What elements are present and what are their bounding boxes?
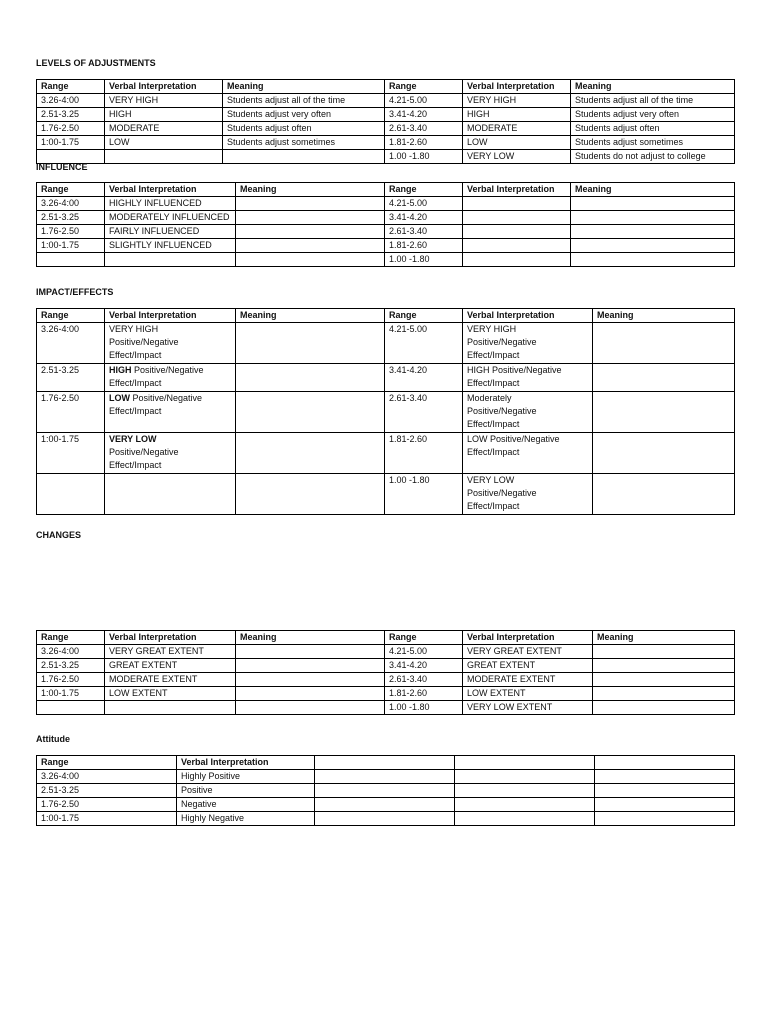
table-cell: LOW: [105, 136, 223, 150]
table-cell: HIGHLY INFLUENCED: [105, 197, 236, 211]
table-cell: 1.81-2.60: [385, 687, 463, 701]
table-cell: LOW: [463, 136, 571, 150]
table-cell: 2.51-3.25: [37, 108, 105, 122]
table-cell: VERY LOW EXTENT: [463, 701, 593, 715]
table-row: [37, 239, 735, 253]
column-header: Range: [37, 309, 105, 323]
cell-text: 2.51-3.25: [41, 365, 80, 375]
table-cell: FAIRLY INFLUENCED: [105, 225, 236, 239]
table-cell: 3.41-4.20: [385, 211, 463, 225]
section-title-changes: CHANGES: [36, 530, 82, 540]
bold-label: VERY LOW: [109, 434, 157, 444]
table-cell: [315, 784, 455, 798]
table-cell: [37, 323, 105, 364]
table-cell: [593, 323, 735, 364]
table-header-row: [37, 80, 735, 94]
table-cell: 1:00-1.75: [37, 812, 177, 826]
table-cell: Students do not adjust to college: [571, 150, 735, 164]
table-cell: [455, 798, 595, 812]
table-header-row: [37, 183, 735, 197]
table-cell: [37, 433, 105, 474]
table-cell: [105, 364, 236, 392]
table-cell: [595, 812, 735, 826]
table-cell: [463, 239, 571, 253]
table-cell: Students adjust all of the time: [571, 94, 735, 108]
table-cell: 2.61-3.40: [385, 225, 463, 239]
table-cell: [463, 474, 593, 515]
adjustments-table: [36, 79, 735, 164]
table-cell: [236, 659, 385, 673]
column-header: Range: [37, 80, 105, 94]
column-header: Range: [385, 183, 463, 197]
table-cell: 4.21-5.00: [385, 645, 463, 659]
table-cell: Students adjust very often: [571, 108, 735, 122]
table-cell: 1:00-1.75: [37, 687, 105, 701]
table-cell: [463, 197, 571, 211]
column-header: Meaning: [593, 631, 735, 645]
table-cell: VERY GREAT EXTENT: [463, 645, 593, 659]
table-cell: [236, 211, 385, 225]
column-header: Meaning: [223, 80, 385, 94]
table-cell: [315, 770, 455, 784]
table-cell: [571, 239, 735, 253]
table-cell: [595, 770, 735, 784]
table-cell: Students adjust sometimes: [223, 136, 385, 150]
table-cell: 1.76-2.50: [37, 673, 105, 687]
table-cell: [37, 474, 105, 515]
table-cell: [571, 253, 735, 267]
table-cell: MODERATELY INFLUENCED: [105, 211, 236, 225]
cell-text: 1:00-1.75: [41, 434, 80, 444]
column-header: Range: [385, 631, 463, 645]
table-cell: 2.51-3.25: [37, 659, 105, 673]
column-header: Verbal Interpretation: [463, 80, 571, 94]
table-row: [37, 211, 735, 225]
column-header: Verbal Interpretation: [177, 756, 315, 770]
table-row: [37, 225, 735, 239]
table-cell: [236, 645, 385, 659]
cell-text: Positive/Negative Effect/Impact: [109, 447, 179, 470]
section-title-influence: INFLUENCE: [36, 162, 88, 172]
table-row: [37, 433, 735, 474]
table-cell: Students adjust all of the time: [223, 94, 385, 108]
cell-text: Moderately Positive/Negative Effect/Impact: [467, 393, 537, 429]
table-cell: [455, 784, 595, 798]
bold-label: LOW: [109, 393, 130, 403]
table-cell: [593, 701, 735, 715]
cell-text: VERY HIGH Positive/Negative Effect/Impact: [467, 324, 537, 360]
table-row: [37, 673, 735, 687]
cell-text: 1.00 -1.80: [389, 475, 430, 485]
column-header: Meaning: [571, 80, 735, 94]
table-cell: LOW EXTENT: [463, 687, 593, 701]
table-cell: 2.51-3.25: [37, 211, 105, 225]
table-cell: 3.26-4:00: [37, 197, 105, 211]
table-cell: [593, 474, 735, 515]
table-cell: [593, 433, 735, 474]
table-row: [37, 812, 735, 826]
table-row: [37, 108, 735, 122]
column-header: Meaning: [236, 631, 385, 645]
table-cell: [236, 364, 385, 392]
table-cell: MODERATE: [463, 122, 571, 136]
table-row: [37, 323, 735, 364]
cell-text: 3.41-4.20: [389, 365, 428, 375]
table-cell: Students adjust often: [223, 122, 385, 136]
table-cell: [455, 770, 595, 784]
table-cell: 2.61-3.40: [385, 673, 463, 687]
table-cell: [236, 433, 385, 474]
table-cell: 1:00-1.75: [37, 136, 105, 150]
table-cell: [593, 364, 735, 392]
cell-text: 3.26-4:00: [41, 324, 80, 334]
table-cell: Highly Positive: [177, 770, 315, 784]
cell-text: Positive/Negative Effect/Impact: [109, 365, 204, 388]
table-cell: [385, 364, 463, 392]
column-header: Range: [385, 80, 463, 94]
cell-text: Positive/Negative Effect/Impact: [109, 393, 203, 416]
table-cell: GREAT EXTENT: [105, 659, 236, 673]
table-cell: 1.00 -1.80: [385, 253, 463, 267]
table-cell: MODERATE EXTENT: [463, 673, 593, 687]
table-cell: [105, 474, 236, 515]
table-cell: [236, 197, 385, 211]
table-cell: 1.81-2.60: [385, 136, 463, 150]
column-header: Verbal Interpretation: [105, 183, 236, 197]
table-cell: VERY GREAT EXTENT: [105, 645, 236, 659]
column-header: [595, 756, 735, 770]
table-header-row: [37, 756, 735, 770]
section-title-attitude: Attitude: [36, 734, 70, 744]
table-row: [37, 136, 735, 150]
table-cell: [37, 701, 105, 715]
changes-table: [36, 630, 735, 715]
table-cell: HIGH: [105, 108, 223, 122]
table-row: [37, 253, 735, 267]
bold-label: HIGH: [109, 365, 132, 375]
table-cell: 1.76-2.50: [37, 225, 105, 239]
table-cell: [105, 433, 236, 474]
table-cell: [223, 150, 385, 164]
table-cell: [315, 812, 455, 826]
column-header: Verbal Interpretation: [463, 631, 593, 645]
column-header: Verbal Interpretation: [463, 309, 593, 323]
table-cell: LOW EXTENT: [105, 687, 236, 701]
table-cell: SLIGHTLY INFLUENCED: [105, 239, 236, 253]
table-cell: [236, 323, 385, 364]
table-header-row: [37, 309, 735, 323]
attitude-table: [36, 755, 735, 826]
table-cell: 3.26-4:00: [37, 645, 105, 659]
table-cell: [455, 812, 595, 826]
table-row: [37, 474, 735, 515]
table-cell: 1:00-1.75: [37, 239, 105, 253]
table-cell: [236, 225, 385, 239]
table-cell: [105, 701, 236, 715]
table-row: [37, 798, 735, 812]
column-header: [315, 756, 455, 770]
table-row: [37, 197, 735, 211]
cell-text: 1.81-2.60: [389, 434, 428, 444]
table-cell: 1.00 -1.80: [385, 701, 463, 715]
table-cell: [385, 323, 463, 364]
table-cell: 3.26-4:00: [37, 94, 105, 108]
table-cell: [105, 323, 236, 364]
table-cell: HIGH: [463, 108, 571, 122]
cell-text: 4.21-5.00: [389, 324, 428, 334]
column-header: Range: [385, 309, 463, 323]
column-header: Verbal Interpretation: [105, 80, 223, 94]
table-cell: [571, 211, 735, 225]
table-cell: Positive: [177, 784, 315, 798]
table-cell: Students adjust sometimes: [571, 136, 735, 150]
table-cell: Negative: [177, 798, 315, 812]
table-cell: [593, 645, 735, 659]
table-cell: GREAT EXTENT: [463, 659, 593, 673]
table-row: [37, 364, 735, 392]
column-header: Verbal Interpretation: [463, 183, 571, 197]
table-cell: [595, 798, 735, 812]
table-cell: [385, 392, 463, 433]
cell-text: VERY HIGH Positive/Negative Effect/Impact: [109, 324, 179, 360]
table-cell: 1.76-2.50: [37, 122, 105, 136]
table-cell: [463, 253, 571, 267]
table-cell: Students adjust often: [571, 122, 735, 136]
table-cell: [571, 197, 735, 211]
table-row: [37, 645, 735, 659]
impact-table: [36, 308, 735, 515]
table-cell: [463, 211, 571, 225]
table-cell: VERY HIGH: [105, 94, 223, 108]
column-header: Meaning: [236, 309, 385, 323]
column-header: Meaning: [236, 183, 385, 197]
table-cell: VERY HIGH: [463, 94, 571, 108]
table-cell: 2.61-3.40: [385, 122, 463, 136]
table-cell: Highly Negative: [177, 812, 315, 826]
table-cell: [463, 364, 593, 392]
table-row: [37, 122, 735, 136]
table-cell: [593, 687, 735, 701]
table-row: [37, 687, 735, 701]
table-cell: [37, 364, 105, 392]
cell-text: LOW Positive/Negative Effect/Impact: [467, 434, 560, 457]
table-cell: [37, 253, 105, 267]
section-title-adjustments: LEVELS OF ADJUSTMENTS: [36, 58, 156, 68]
table-cell: VERY LOW: [463, 150, 571, 164]
table-cell: [105, 253, 236, 267]
table-cell: 3.41-4.20: [385, 659, 463, 673]
table-cell: 1.76-2.50: [37, 798, 177, 812]
column-header: Range: [37, 631, 105, 645]
table-row: [37, 392, 735, 433]
table-cell: [105, 392, 236, 433]
column-header: [455, 756, 595, 770]
table-cell: [463, 433, 593, 474]
cell-text: 2.61-3.40: [389, 393, 428, 403]
table-cell: [315, 798, 455, 812]
table-header-row: [37, 631, 735, 645]
cell-text: 1.76-2.50: [41, 393, 80, 403]
column-header: Range: [37, 756, 177, 770]
table-cell: [236, 392, 385, 433]
table-cell: [385, 474, 463, 515]
cell-text: VERY LOW Positive/Negative Effect/Impact: [467, 475, 537, 511]
table-cell: [236, 701, 385, 715]
table-row: [37, 770, 735, 784]
table-cell: 3.26-4:00: [37, 770, 177, 784]
column-header: Verbal Interpretation: [105, 309, 236, 323]
cell-text: HIGH Positive/Negative Effect/Impact: [467, 365, 562, 388]
table-cell: [236, 239, 385, 253]
influence-table: [36, 182, 735, 267]
table-row: [37, 94, 735, 108]
table-cell: 1.81-2.60: [385, 239, 463, 253]
table-row: [37, 701, 735, 715]
table-cell: [463, 323, 593, 364]
column-header: Range: [37, 183, 105, 197]
column-header: Verbal Interpretation: [105, 631, 236, 645]
table-cell: [236, 673, 385, 687]
table-cell: MODERATE EXTENT: [105, 673, 236, 687]
table-cell: [593, 659, 735, 673]
column-header: Meaning: [571, 183, 735, 197]
table-cell: 3.41-4.20: [385, 108, 463, 122]
table-cell: 2.51-3.25: [37, 784, 177, 798]
table-row: [37, 150, 735, 164]
table-cell: [593, 673, 735, 687]
table-cell: [463, 392, 593, 433]
table-cell: [463, 225, 571, 239]
table-row: [37, 659, 735, 673]
table-cell: Students adjust very often: [223, 108, 385, 122]
table-cell: 4.21-5.00: [385, 197, 463, 211]
table-cell: [37, 392, 105, 433]
column-header: Meaning: [593, 309, 735, 323]
table-cell: MODERATE: [105, 122, 223, 136]
table-cell: [236, 474, 385, 515]
table-cell: [385, 433, 463, 474]
table-cell: 4.21-5.00: [385, 94, 463, 108]
section-title-impact: IMPACT/EFFECTS: [36, 287, 114, 297]
table-cell: [593, 392, 735, 433]
table-cell: [236, 253, 385, 267]
table-cell: [105, 150, 223, 164]
table-cell: [571, 225, 735, 239]
table-cell: [595, 784, 735, 798]
table-cell: 1.00 -1.80: [385, 150, 463, 164]
table-cell: [236, 687, 385, 701]
table-row: [37, 784, 735, 798]
